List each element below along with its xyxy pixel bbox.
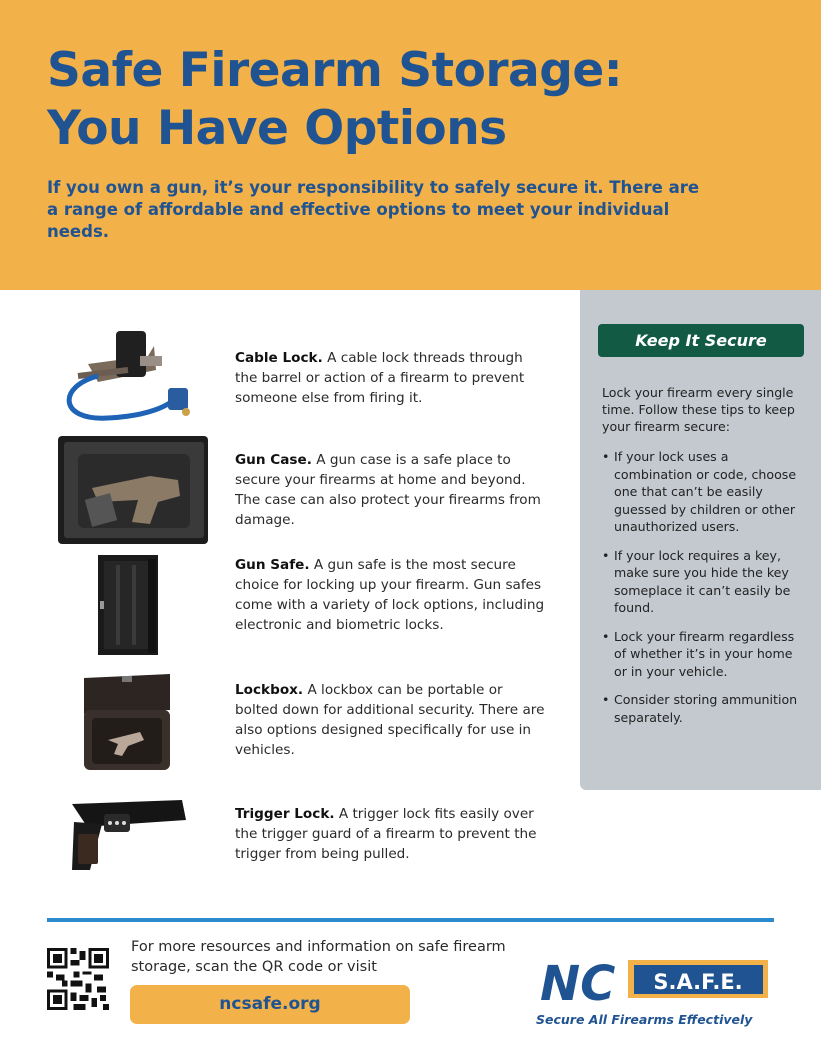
gun-case-image: [58, 436, 218, 544]
cable-lock-label: Cable Lock.: [235, 350, 323, 366]
trigger-lock-label: Trigger Lock.: [235, 806, 335, 822]
header-banner: [0, 0, 821, 290]
title-line-1: Safe Firearm Storage:: [47, 43, 623, 98]
tips-list: [602, 448, 802, 737]
trigger-lock-image: [58, 794, 218, 878]
nc-safe-logo: [536, 950, 776, 1032]
footer-divider: [47, 918, 774, 922]
logo-tagline: Secure All Firearms Effectively: [536, 1012, 753, 1027]
gun-case-description: [235, 450, 545, 530]
gun-safe-image: [58, 553, 218, 659]
sidebar-intro: Lock your firearm every single time. Follow these tips to keep your firearm secure:: [602, 385, 795, 434]
trigger-lock-text: A trigger lock fits easily over the trigger guard of a firearm to prevent the trigger from being pulled.: [235, 806, 537, 862]
cable-lock-description: [235, 348, 545, 408]
sidebar-heading: Keep It Secure: [598, 324, 804, 357]
lockbox-image: [58, 670, 218, 774]
qr-code-icon[interactable]: [47, 948, 109, 1010]
lockbox-text: A lockbox can be portable or bolted down for additional security. There are also options designed specifically for use in vehicles.: [235, 682, 545, 758]
trigger-lock-description: [235, 804, 545, 864]
gun-case-label: Gun Case.: [235, 452, 312, 468]
tip-item: • If your lock uses a combination or code, choose one that can’t be easily guessed by children or other unauthorized users.: [602, 448, 802, 536]
cable-lock-text: A cable lock threads through the barrel or action of a firearm to prevent someone else from firing it.: [235, 350, 525, 406]
lockbox-description: [235, 680, 545, 760]
page-title: [47, 42, 787, 158]
lockbox-label: Lockbox.: [235, 682, 304, 698]
gun-safe-text: A gun safe is the most secure choice for locking up your firearm. Gun safes come with a variety of lock options, including electronic and biometric locks.: [235, 557, 545, 633]
gun-case-text: A gun case is a safe place to secure your firearms at home and beyond. The case can also protect your firearms from damage.: [235, 452, 541, 528]
website-link-button[interactable]: ncsafe.org: [130, 985, 410, 1024]
gun-safe-description: [235, 555, 545, 635]
keep-it-secure-sidebar: [580, 290, 821, 790]
logo-nc: NC: [540, 956, 616, 1012]
tip-item: • Lock your firearm regardless of whether it’s in your home or in your vehicle.: [602, 628, 802, 681]
logo-safe: S.A.F.E.: [653, 970, 743, 994]
tip-item: • Consider storing ammunition separately.: [602, 691, 802, 726]
title-line-2: You Have Options: [47, 101, 507, 156]
cable-lock-image: [58, 326, 218, 426]
gun-safe-label: Gun Safe.: [235, 557, 310, 573]
tip-item: • If your lock requires a key, make sure you hide the key someplace it can’t easily be found.: [602, 547, 802, 617]
footer-resources-text: For more resources and information on safe firearm storage, scan the QR code or visit: [131, 939, 506, 975]
page-subtitle: If you own a gun, it’s your responsibility to safely secure it. There are a range of affordable and effective options to meet your individual needs.: [47, 178, 700, 241]
